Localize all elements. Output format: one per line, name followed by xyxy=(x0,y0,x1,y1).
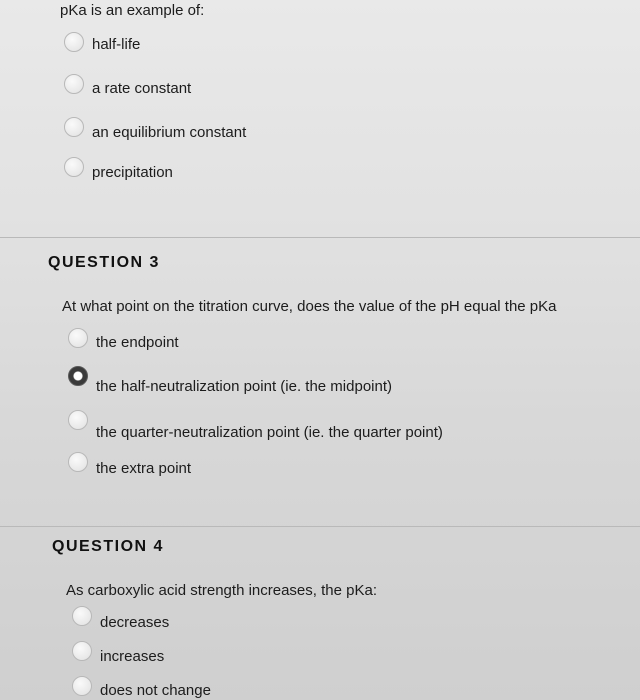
radio-q4-decreases[interactable] xyxy=(72,606,92,626)
radio-q3-endpoint[interactable] xyxy=(68,328,88,348)
radio-q2-half-life[interactable] xyxy=(64,32,84,52)
radio-q4-increases[interactable] xyxy=(72,641,92,661)
radio-q2-rate-constant[interactable] xyxy=(64,74,84,94)
section-divider xyxy=(0,237,640,238)
q3-option-label: the extra point xyxy=(96,460,192,477)
q2-option-label: a rate constant xyxy=(92,80,192,97)
q2-option-label: half-life xyxy=(92,36,141,53)
q4-option-label: increases xyxy=(100,648,165,665)
question-2-text: pKa is an example of: xyxy=(60,2,205,19)
q3-option-label: the half-neutralization point (ie. the midpoint) xyxy=(96,378,393,395)
q3-option-label: the endpoint xyxy=(96,334,179,351)
radio-q3-half-neutralization[interactable] xyxy=(68,366,88,386)
question-4-heading: QUESTION 4 xyxy=(52,538,164,555)
q3-option-label: the quarter-neutralization point (ie. the quarter point) xyxy=(96,424,443,441)
question-3-text: At what point on the titration curve, does the value of the pH equal the pKa xyxy=(62,298,557,315)
q2-option-label: precipitation xyxy=(92,164,173,181)
radio-q4-does-not-change[interactable] xyxy=(72,676,92,696)
q4-option-label: does not change xyxy=(100,682,211,699)
q2-option-label: an equilibrium constant xyxy=(92,124,247,141)
radio-q2-equilibrium-constant[interactable] xyxy=(64,117,84,137)
radio-q3-extra-point[interactable] xyxy=(68,452,88,472)
radio-q2-precipitation[interactable] xyxy=(64,157,84,177)
q4-option-label: decreases xyxy=(100,614,170,631)
question-3-heading: QUESTION 3 xyxy=(48,254,160,271)
radio-q3-quarter-neutralization[interactable] xyxy=(68,410,88,430)
question-4-text: As carboxylic acid strength increases, the pKa: xyxy=(66,582,377,599)
section-divider xyxy=(0,526,640,527)
